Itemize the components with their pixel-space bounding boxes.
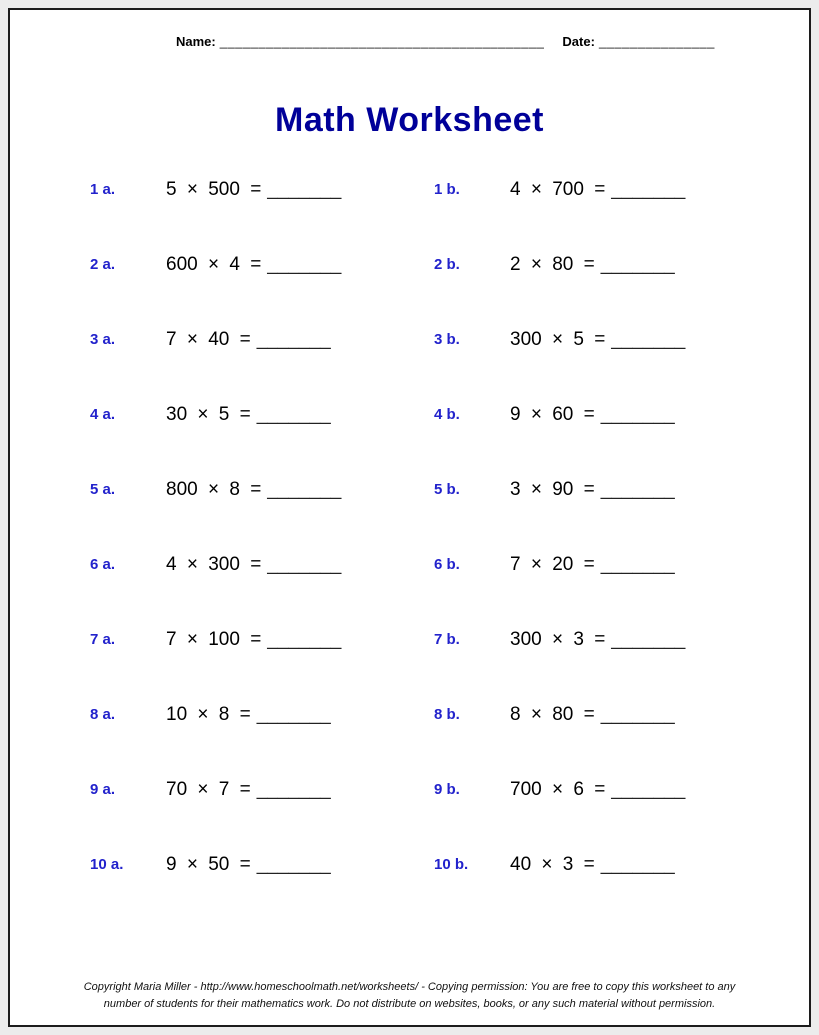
problem-expression (510, 329, 809, 351)
problem-label: 7 a. (90, 631, 116, 648)
footer-line: number of students for their mathematics work. Do not distribute on websites, books, or any such material without permission. (103, 997, 716, 1010)
problem-label: 1 a. (90, 181, 116, 198)
expression-text: 700 × 6 = (510, 778, 606, 800)
problem-expression (510, 179, 809, 201)
expression-text: 70 × 7 = (166, 778, 251, 800)
problem-row (10, 377, 809, 452)
expression-text: 7 × 40 = (166, 328, 251, 350)
expression-text: 800 × 8 = (166, 478, 262, 500)
problem-row (10, 602, 809, 677)
answer-blank: _______ (256, 778, 331, 800)
expression-text: 9 × 50 = (166, 853, 251, 875)
problem-expression (510, 254, 809, 276)
problem-label: 5 b. (434, 481, 460, 498)
name-label: Name: (176, 34, 216, 49)
answer-blank: _______ (267, 628, 342, 650)
problem-expression (510, 629, 809, 651)
answer-blank: _______ (600, 703, 675, 725)
problem-row (10, 827, 809, 902)
expression-text: 5 × 500 = (166, 178, 262, 200)
problem-row (10, 527, 809, 602)
date-line: _______________ (598, 34, 715, 49)
problem-expression (510, 779, 809, 801)
expression-text: 4 × 300 = (166, 553, 262, 575)
problem-label: 6 a. (90, 556, 116, 573)
problem-expression (510, 704, 809, 726)
problem-row (10, 152, 809, 227)
problem-label: 10 b. (434, 856, 469, 873)
problem-expression (166, 779, 434, 801)
problem-expression (166, 404, 434, 426)
name-date-header (10, 34, 809, 49)
problem-expression (166, 704, 434, 726)
answer-blank: _______ (611, 178, 686, 200)
problem-label: 3 b. (434, 331, 460, 348)
problem-expression (166, 329, 434, 351)
answer-blank: _______ (611, 778, 686, 800)
copyright-footer (10, 979, 809, 1013)
problem-expression (166, 854, 434, 876)
expression-text: 8 × 80 = (510, 703, 595, 725)
answer-blank: _______ (267, 253, 342, 275)
problem-label: 2 b. (434, 256, 460, 273)
answer-blank: _______ (600, 553, 675, 575)
problem-expression (166, 179, 434, 201)
date-label: Date: (562, 34, 595, 49)
answer-blank: _______ (611, 328, 686, 350)
answer-blank: _______ (256, 403, 331, 425)
problem-row (10, 752, 809, 827)
problem-label: 8 b. (434, 706, 460, 723)
answer-blank: _______ (267, 478, 342, 500)
answer-blank: _______ (267, 178, 342, 200)
expression-text: 10 × 8 = (166, 703, 251, 725)
name-line: __________________________________________ (219, 34, 545, 49)
problem-row (10, 677, 809, 752)
expression-text: 9 × 60 = (510, 403, 595, 425)
answer-blank: _______ (256, 328, 331, 350)
problem-label: 4 b. (434, 406, 460, 423)
problem-expression (166, 479, 434, 501)
problem-label: 9 a. (90, 781, 116, 798)
problem-row (10, 227, 809, 302)
answer-blank: _______ (600, 478, 675, 500)
problem-expression (166, 554, 434, 576)
problems-grid (10, 152, 809, 902)
expression-text: 40 × 3 = (510, 853, 595, 875)
problem-expression (510, 554, 809, 576)
expression-text: 3 × 90 = (510, 478, 595, 500)
expression-text: 300 × 3 = (510, 628, 606, 650)
problem-row (10, 302, 809, 377)
footer-line: Copyright Maria Miller - http://www.homeschoolmath.net/worksheets/ - Copying permission: You are free to copy this worksheet to any (83, 980, 736, 993)
problem-label: 2 a. (90, 256, 116, 273)
problem-label: 6 b. (434, 556, 460, 573)
answer-blank: _______ (600, 253, 675, 275)
worksheet-page (8, 8, 811, 1027)
problem-label: 5 a. (90, 481, 116, 498)
expression-text: 4 × 700 = (510, 178, 606, 200)
problem-expression (510, 404, 809, 426)
problem-label: 3 a. (90, 331, 116, 348)
problem-row (10, 452, 809, 527)
expression-text: 7 × 100 = (166, 628, 262, 650)
problem-expression (166, 629, 434, 651)
expression-text: 2 × 80 = (510, 253, 595, 275)
expression-text: 7 × 20 = (510, 553, 595, 575)
expression-text: 30 × 5 = (166, 403, 251, 425)
problem-expression (510, 854, 809, 876)
answer-blank: _______ (611, 628, 686, 650)
problem-expression (510, 479, 809, 501)
answer-blank: _______ (600, 403, 675, 425)
problem-label: 9 b. (434, 781, 460, 798)
answer-blank: _______ (600, 853, 675, 875)
problem-label: 1 b. (434, 181, 460, 198)
problem-label: 7 b. (434, 631, 460, 648)
page-title: Math Worksheet (275, 101, 544, 139)
answer-blank: _______ (256, 853, 331, 875)
expression-text: 300 × 5 = (510, 328, 606, 350)
answer-blank: _______ (256, 703, 331, 725)
problem-label: 10 a. (90, 856, 124, 873)
answer-blank: _______ (267, 553, 342, 575)
expression-text: 600 × 4 = (166, 253, 262, 275)
problem-expression (166, 254, 434, 276)
problem-label: 4 a. (90, 406, 116, 423)
problem-label: 8 a. (90, 706, 116, 723)
